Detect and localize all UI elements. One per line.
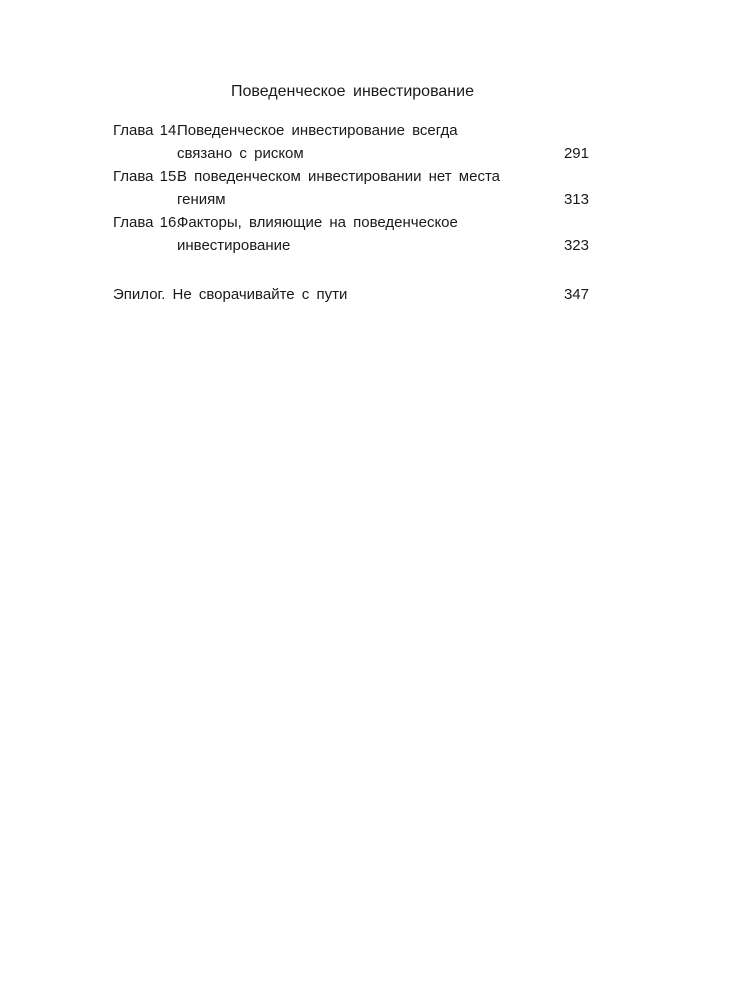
chapter-title: В поведенческом инвестировании нет места гениям xyxy=(177,168,500,208)
epilogue-title: Эпилог. Не сворачивайте с пути xyxy=(113,286,348,303)
page-number: 313 xyxy=(563,191,589,208)
chapter-label: Глава 16. xyxy=(113,214,181,231)
chapter-title: Факторы, влияющие на поведенческое инвестирование xyxy=(177,214,458,254)
chapter-label: Глава 14. xyxy=(113,122,181,139)
chapter-label: Глава 15. xyxy=(113,168,181,185)
chapter-title: Поведенческое инвестирование всегда связано с риском xyxy=(177,122,458,162)
toc-entry-chapter-15[interactable] xyxy=(113,165,589,211)
page-number: 347 xyxy=(563,286,589,303)
page-number: 323 xyxy=(563,237,589,254)
toc-entry-epilogue[interactable] xyxy=(113,283,589,306)
toc-entry-chapter-16[interactable] xyxy=(113,211,589,257)
toc-entry-chapter-14[interactable] xyxy=(113,119,589,165)
section-title: Поведенческое инвестирование xyxy=(231,83,474,100)
page-number: 291 xyxy=(563,145,589,162)
